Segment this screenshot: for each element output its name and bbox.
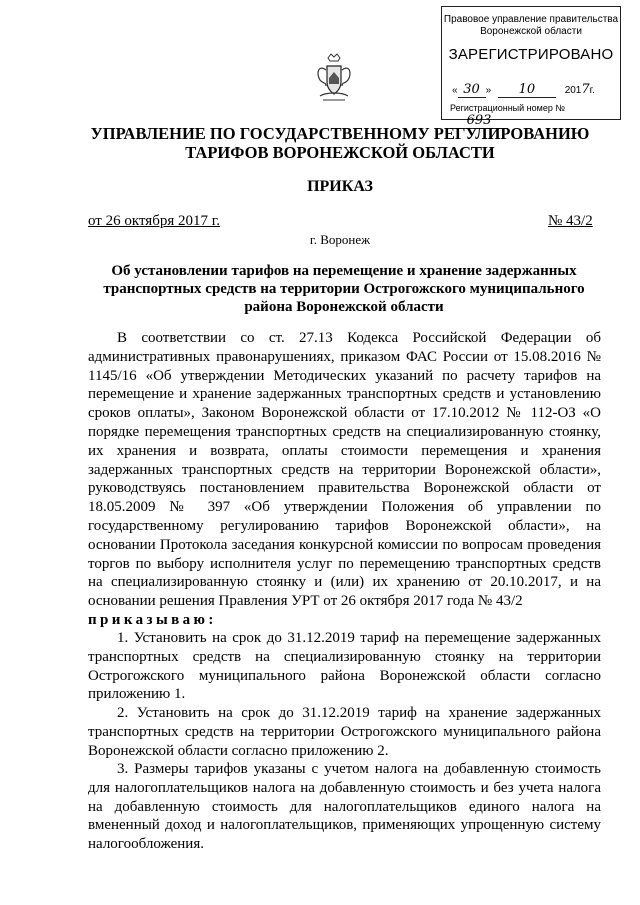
coat-of-arms-icon	[314, 52, 354, 110]
document-date: от 26 октября 2017 г.	[88, 213, 220, 229]
registration-stamp	[441, 6, 621, 128]
order-word: приказываю:	[88, 611, 217, 628]
stamp-date-year-suffix: 7	[581, 82, 590, 97]
stamp-reg-number-label: Регистрационный номер №	[450, 103, 566, 113]
document-city: г. Воронеж	[309, 232, 371, 247]
document-number: № 43/2	[548, 213, 593, 229]
document-title	[84, 262, 604, 316]
stamp-date-year-unit: г.	[589, 85, 595, 96]
preamble-paragraph	[88, 329, 601, 630]
preamble-text: В соответствии со ст. 27.13 Кодекса Российской Федерации об административных правонарушениях, приказом ФАС России от 15.08.2016 № 1145/16 «Об утверждении Методических указаний по расчету тарифов на перемещение и хранение задержанных транспортных средств и установлению сроков оплаты», Законом Воронежской области от 17.10.2012 № 112-ОЗ «О порядке перемещения транспортных средств на специализированную стоянку, их хранения и возврата, оплаты стоимости перемещения и хранения задержанных транспортных средств на территории Воронежской области», руководствуясь постановлением правительства Воронежской области от 18.05.2009 № 397 «Об утверждении Положения об управлении по государственному регулированию тарифов Воронежской области», на основании Протокола заседания конкурсной комиссии по вопросам проведения торгов по выбору исполнителя услуг по перемещению транспортных средств на специализированную стоянку и (или) их хранению от 20.10.2017, и на основании решения Правления УРТ от 26 октября 2017 года № 43/2	[88, 330, 601, 610]
stamp-registered-label: ЗАРЕГИСТРИРОВАНО	[448, 46, 614, 63]
stamp-date: « 30 » 10 2017г.	[452, 82, 595, 97]
order-item-2: 2. Установить на срок до 31.12.2019 тариф на хранение задержанных транспортных средств на территории Острогожского муниципального района Воронежской области согласно приложению 2.	[88, 705, 601, 759]
stamp-date-year-prefix: 201	[564, 85, 582, 96]
order-item-1: 1. Установить на срок до 31.12.2019 тариф на перемещение задержанных транспортных средств на специализированную стоянку на территории Острогожского муниципального района Воронежской области согласно приложению 1.	[88, 630, 601, 703]
document-type: ПРИКАЗ	[307, 178, 373, 195]
title-line1: Об установлении тарифов на перемещение и хранение задержанных	[111, 263, 577, 279]
stamp-date-month: 10	[498, 82, 556, 98]
stamp-reg-number: 693	[450, 113, 508, 129]
order-item-3: 3. Размеры тарифов указаны с учетом налога на добавленную стоимость для налогоплательщиков налога на добавленную стоимость и без учета налога на добавленную стоимость для налогоплательщиков единого налога на вмененный доход и налогоплательщиков, применяющих упрощенную систему налогообложения.	[88, 761, 601, 853]
issuer-line2: ТАРИФОВ ВОРОНЕЖСКОЙ ОБЛАСТИ	[185, 143, 495, 162]
stamp-date-day: 30	[458, 82, 486, 98]
stamp-org-line2: Воронежской области	[480, 26, 582, 37]
stamp-org	[442, 14, 620, 38]
stamp-org-line1: Правовое управление правительства	[443, 14, 619, 25]
issuer-line1: УПРАВЛЕНИЕ ПО ГОСУДАРСТВЕННОМУ РЕГУЛИРОВАНИЮ	[90, 124, 590, 143]
title-line2: транспортных средств на территории Острогожского муниципального	[103, 281, 585, 297]
title-line3: района Воронежской области	[244, 299, 444, 315]
